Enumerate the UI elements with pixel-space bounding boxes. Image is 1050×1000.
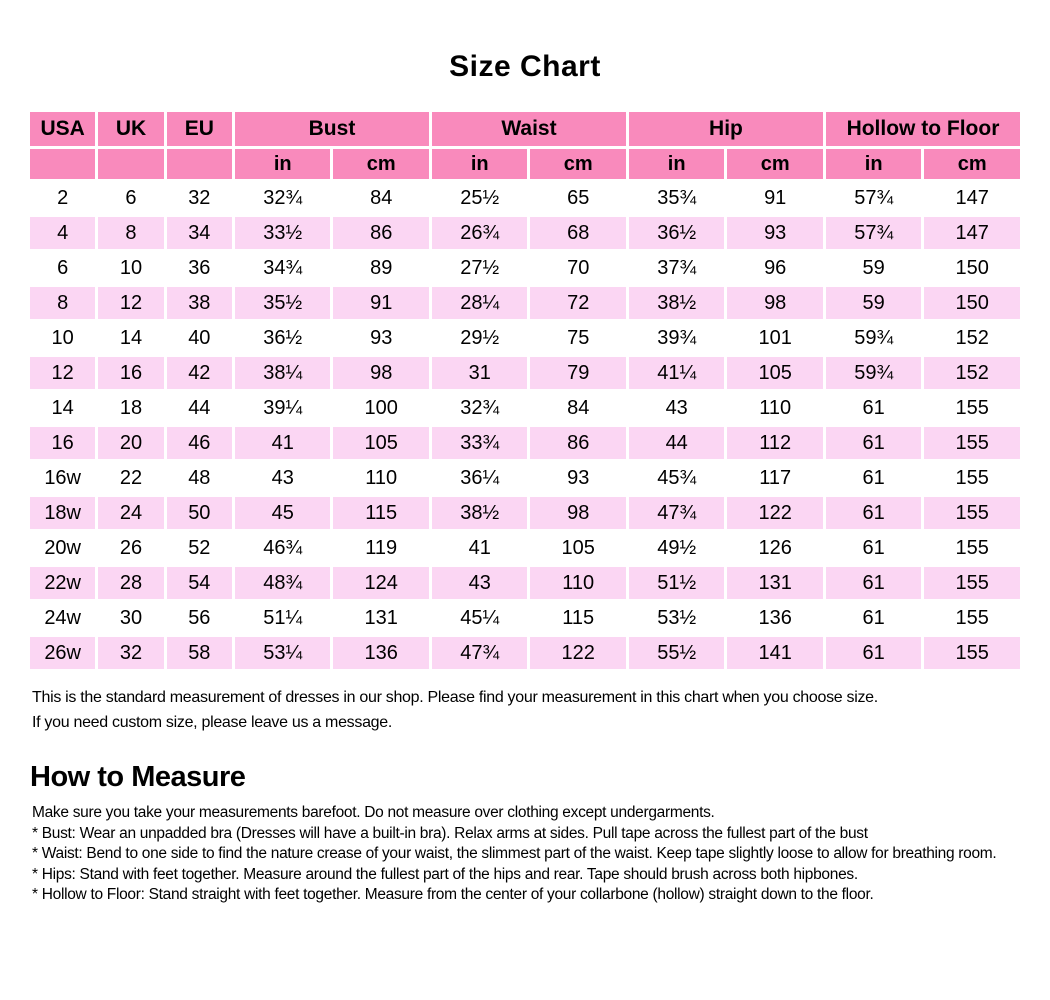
- table-cell: 18: [98, 392, 163, 424]
- table-row: [30, 462, 1020, 494]
- table-header: [30, 112, 1020, 179]
- table-cell: 8: [98, 217, 163, 249]
- unit-header: cm: [530, 149, 626, 179]
- table-cell: 147: [924, 182, 1020, 214]
- table-cell: 75: [530, 322, 626, 354]
- table-cell: 26w: [30, 637, 95, 669]
- table-body: [30, 182, 1020, 669]
- table-cell: 84: [530, 392, 626, 424]
- table-cell: 131: [333, 602, 429, 634]
- table-cell: 36¼: [432, 462, 527, 494]
- table-cell: 31: [432, 357, 527, 389]
- table-cell: 35½: [235, 287, 330, 319]
- table-cell: 155: [924, 637, 1020, 669]
- measure-intro: Make sure you take your measurements barefoot. Do not measure over clothing except undergarments.: [32, 804, 715, 821]
- unit-header: cm: [727, 149, 823, 179]
- table-cell: 122: [727, 497, 823, 529]
- table-cell: 155: [924, 567, 1020, 599]
- table-cell: 32¾: [235, 182, 330, 214]
- unit-header: in: [235, 149, 330, 179]
- table-cell: 126: [727, 532, 823, 564]
- column-group-header: Hollow to Floor: [826, 112, 1020, 146]
- table-cell: 119: [333, 532, 429, 564]
- unit-header: in: [826, 149, 921, 179]
- table-cell: 70: [530, 252, 626, 284]
- table-cell: 155: [924, 532, 1020, 564]
- column-group-header: EU: [167, 112, 232, 146]
- table-cell: 36: [167, 252, 232, 284]
- table-cell: 36½: [235, 322, 330, 354]
- table-cell: 59: [826, 252, 921, 284]
- table-cell: 61: [826, 427, 921, 459]
- table-row: [30, 217, 1020, 249]
- column-group-header: UK: [98, 112, 163, 146]
- table-cell: 124: [333, 567, 429, 599]
- table-cell: 49½: [629, 532, 724, 564]
- table-cell: 55½: [629, 637, 724, 669]
- table-cell: 45¾: [629, 462, 724, 494]
- table-cell: 27½: [432, 252, 527, 284]
- table-cell: 57¾: [826, 217, 921, 249]
- table-row: [30, 532, 1020, 564]
- table-cell: 12: [30, 357, 95, 389]
- table-cell: 40: [167, 322, 232, 354]
- table-cell: 61: [826, 532, 921, 564]
- table-cell: 105: [333, 427, 429, 459]
- table-cell: 68: [530, 217, 626, 249]
- table-cell: 16w: [30, 462, 95, 494]
- table-cell: 32: [167, 182, 232, 214]
- table-cell: 39¼: [235, 392, 330, 424]
- table-cell: 34: [167, 217, 232, 249]
- column-group-header: Bust: [235, 112, 429, 146]
- table-cell: 98: [333, 357, 429, 389]
- table-cell: 100: [333, 392, 429, 424]
- column-group-header: Hip: [629, 112, 823, 146]
- table-cell: 26: [98, 532, 163, 564]
- table-cell: 89: [333, 252, 429, 284]
- table-cell: 147: [924, 217, 1020, 249]
- table-row: [30, 602, 1020, 634]
- table-cell: 155: [924, 392, 1020, 424]
- measure-bullets: [0, 824, 1050, 906]
- unit-header: cm: [333, 149, 429, 179]
- table-cell: 41: [432, 532, 527, 564]
- table-cell: 6: [30, 252, 95, 284]
- table-cell: 38: [167, 287, 232, 319]
- table-cell: 101: [727, 322, 823, 354]
- table-cell: 136: [333, 637, 429, 669]
- unit-header: in: [432, 149, 527, 179]
- table-cell: 54: [167, 567, 232, 599]
- table-cell: 61: [826, 567, 921, 599]
- note-standard-measurement: This is the standard measurement of dresses in our shop. Please find your measurement in this chart when you choose size.: [32, 689, 878, 706]
- table-cell: 37¾: [629, 252, 724, 284]
- table-cell: 45¼: [432, 602, 527, 634]
- table-cell: 43: [235, 462, 330, 494]
- table-cell: 61: [826, 462, 921, 494]
- table-cell: 47¾: [432, 637, 527, 669]
- table-row: [30, 252, 1020, 284]
- table-cell: 59: [826, 287, 921, 319]
- table-cell: 57¾: [826, 182, 921, 214]
- table-cell: 28¼: [432, 287, 527, 319]
- table-cell: 42: [167, 357, 232, 389]
- table-cell: 45: [235, 497, 330, 529]
- note-custom-size: If you need custom size, please leave us a message.: [32, 714, 393, 731]
- table-cell: 8: [30, 287, 95, 319]
- unit-header-empty: [30, 149, 95, 179]
- table-row: [30, 357, 1020, 389]
- table-cell: 56: [167, 602, 232, 634]
- measure-bullet: * Waist: Bend to one side to find the nature crease of your waist, the slimmest part of the waist. Keep tape slightly loose to allow for breathing room.: [32, 845, 997, 862]
- table-cell: 28: [98, 567, 163, 599]
- unit-header: in: [629, 149, 724, 179]
- table-cell: 105: [530, 532, 626, 564]
- table-cell: 43: [432, 567, 527, 599]
- table-row: [30, 637, 1020, 669]
- table-cell: 34¾: [235, 252, 330, 284]
- table-cell: 131: [727, 567, 823, 599]
- table-cell: 46¾: [235, 532, 330, 564]
- table-cell: 32: [98, 637, 163, 669]
- table-cell: 44: [167, 392, 232, 424]
- table-row: [30, 427, 1020, 459]
- table-cell: 53½: [629, 602, 724, 634]
- table-cell: 93: [727, 217, 823, 249]
- table-cell: 93: [530, 462, 626, 494]
- table-cell: 24w: [30, 602, 95, 634]
- table-cell: 96: [727, 252, 823, 284]
- table-cell: 91: [333, 287, 429, 319]
- table-cell: 2: [30, 182, 95, 214]
- table-cell: 18w: [30, 497, 95, 529]
- table-cell: 59¾: [826, 322, 921, 354]
- table-row: [30, 497, 1020, 529]
- table-cell: 33½: [235, 217, 330, 249]
- table-cell: 79: [530, 357, 626, 389]
- table-cell: 30: [98, 602, 163, 634]
- table-cell: 112: [727, 427, 823, 459]
- table-cell: 136: [727, 602, 823, 634]
- table-cell: 22w: [30, 567, 95, 599]
- table-cell: 115: [530, 602, 626, 634]
- measure-bullet: * Hollow to Floor: Stand straight with feet together. Measure from the center of your collarbone (hollow) straight down to the floor.: [32, 886, 874, 903]
- table-cell: 26¾: [432, 217, 527, 249]
- measure-bullet: * Bust: Wear an unpadded bra (Dresses will have a built-in bra). Relax arms at sides. Pull tape across the fullest part of the bust: [32, 824, 868, 842]
- table-cell: 14: [98, 322, 163, 354]
- unit-header-empty: [98, 149, 163, 179]
- table-cell: 84: [333, 182, 429, 214]
- table-cell: 86: [333, 217, 429, 249]
- table-cell: 32¾: [432, 392, 527, 424]
- table-cell: 47¾: [629, 497, 724, 529]
- table-cell: 25½: [432, 182, 527, 214]
- unit-header: cm: [924, 149, 1020, 179]
- table-cell: 33¾: [432, 427, 527, 459]
- table-cell: 6: [98, 182, 163, 214]
- table-cell: 59¾: [826, 357, 921, 389]
- measure-bullet: * Hips: Stand with feet together. Measure around the fullest part of the hips and rear. Tape should brush across both hipbones.: [32, 865, 858, 883]
- table-cell: 16: [98, 357, 163, 389]
- table-cell: 35¾: [629, 182, 724, 214]
- table-cell: 4: [30, 217, 95, 249]
- table-cell: 98: [530, 497, 626, 529]
- table-row: [30, 322, 1020, 354]
- table-cell: 61: [826, 392, 921, 424]
- table-row: [30, 567, 1020, 599]
- table-cell: 53¼: [235, 637, 330, 669]
- table-cell: 50: [167, 497, 232, 529]
- table-cell: 122: [530, 637, 626, 669]
- table-cell: 41¼: [629, 357, 724, 389]
- table-cell: 51¼: [235, 602, 330, 634]
- table-cell: 46: [167, 427, 232, 459]
- size-chart-table: [27, 109, 1023, 672]
- table-cell: 155: [924, 462, 1020, 494]
- table-cell: 22: [98, 462, 163, 494]
- column-group-header: USA: [30, 112, 95, 146]
- table-cell: 61: [826, 602, 921, 634]
- table-cell: 14: [30, 392, 95, 424]
- table-cell: 152: [924, 357, 1020, 389]
- table-cell: 29½: [432, 322, 527, 354]
- table-cell: 150: [924, 287, 1020, 319]
- table-cell: 155: [924, 602, 1020, 634]
- page-title: Size Chart: [449, 50, 601, 83]
- table-row: [30, 392, 1020, 424]
- table-cell: 51½: [629, 567, 724, 599]
- unit-header-empty: [167, 149, 232, 179]
- table-cell: 36½: [629, 217, 724, 249]
- table-row: [30, 182, 1020, 214]
- table-cell: 110: [727, 392, 823, 424]
- table-cell: 91: [727, 182, 823, 214]
- table-cell: 61: [826, 637, 921, 669]
- table-cell: 61: [826, 497, 921, 529]
- table-cell: 38½: [629, 287, 724, 319]
- table-row: [30, 287, 1020, 319]
- table-cell: 48¾: [235, 567, 330, 599]
- table-cell: 41: [235, 427, 330, 459]
- table-cell: 110: [333, 462, 429, 494]
- table-cell: 20w: [30, 532, 95, 564]
- table-cell: 150: [924, 252, 1020, 284]
- how-to-measure-heading: How to Measure: [30, 761, 246, 793]
- table-cell: 115: [333, 497, 429, 529]
- table-cell: 141: [727, 637, 823, 669]
- table-cell: 38½: [432, 497, 527, 529]
- table-cell: 12: [98, 287, 163, 319]
- table-cell: 38¼: [235, 357, 330, 389]
- table-cell: 52: [167, 532, 232, 564]
- table-cell: 65: [530, 182, 626, 214]
- table-cell: 24: [98, 497, 163, 529]
- header-unit-row: [30, 149, 1020, 179]
- table-cell: 155: [924, 427, 1020, 459]
- table-cell: 93: [333, 322, 429, 354]
- table-cell: 39¾: [629, 322, 724, 354]
- table-cell: 10: [30, 322, 95, 354]
- table-cell: 20: [98, 427, 163, 459]
- header-group-row: [30, 112, 1020, 146]
- column-group-header: Waist: [432, 112, 626, 146]
- table-cell: 58: [167, 637, 232, 669]
- table-cell: 86: [530, 427, 626, 459]
- table-cell: 48: [167, 462, 232, 494]
- table-cell: 43: [629, 392, 724, 424]
- table-cell: 72: [530, 287, 626, 319]
- table-cell: 110: [530, 567, 626, 599]
- table-cell: 98: [727, 287, 823, 319]
- table-cell: 44: [629, 427, 724, 459]
- table-cell: 16: [30, 427, 95, 459]
- table-cell: 152: [924, 322, 1020, 354]
- table-cell: 105: [727, 357, 823, 389]
- table-cell: 10: [98, 252, 163, 284]
- table-cell: 155: [924, 497, 1020, 529]
- table-cell: 117: [727, 462, 823, 494]
